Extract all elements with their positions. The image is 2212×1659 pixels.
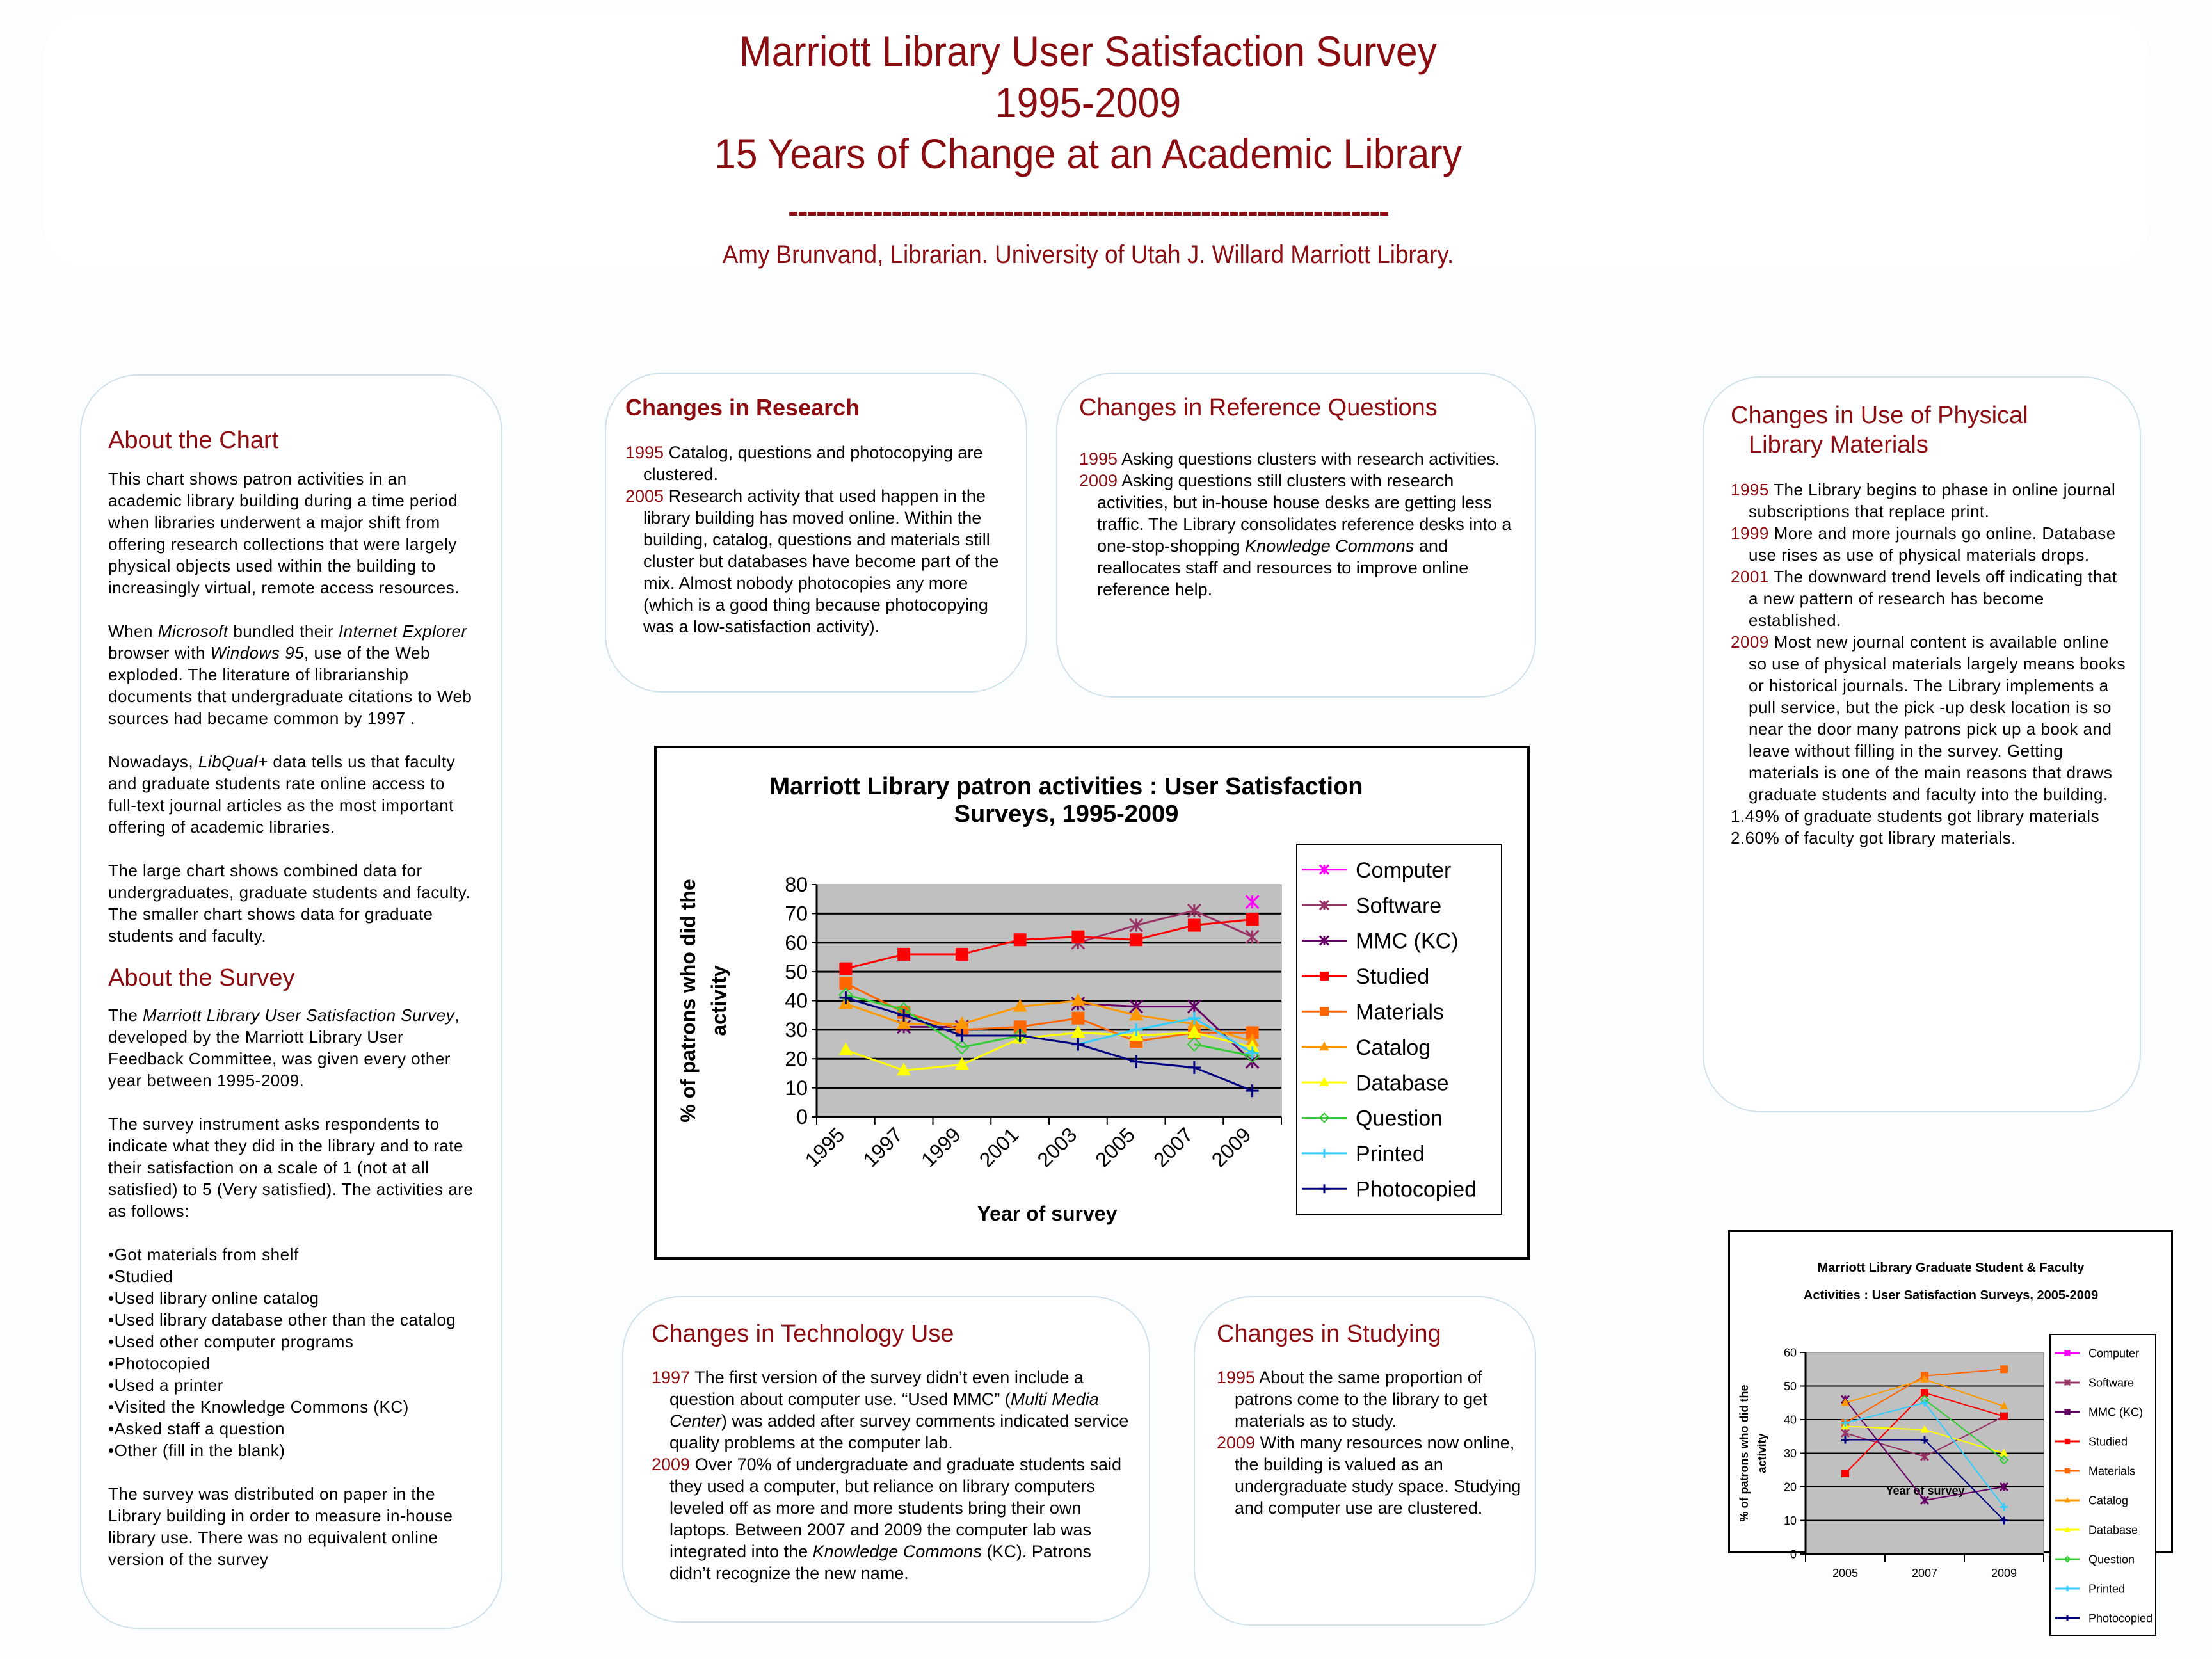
y-tick-label: 40: [1783, 1413, 1797, 1427]
y-tick-label: 0: [1790, 1548, 1797, 1561]
legend-entry: Software: [1356, 894, 1442, 918]
activity-item: • Studied: [108, 1265, 476, 1287]
x-tick-label: 2005: [1091, 1123, 1140, 1172]
y-tick-label: 50: [785, 960, 808, 984]
poster-title: Marriott Library User Satisfaction Survey: [739, 28, 1437, 75]
x-tick-label: 1995: [800, 1123, 849, 1172]
about-chart-text: This chart shows patron activities in an academic library building during a time period when libraries underwent a major shift from offering research collections that were largely physical objects used within the building to increasingly virtual, remote access resources. When Microsoft bundled their Internet Explorer browser with Windows 95, use of the Web exploded. The literature of librarianship documents that undergraduate citations to Web sources had became common by 1997 . Nowadays, LibQual+ data tells us that faculty and graduate students rate online access to full-text journal articles as the most important offering of academic libraries. The large chart shows combined data for undergraduates, graduate students and faculty. The smaller chart shows data for graduate students and faculty.: [108, 469, 472, 945]
poster-years: 1995-2009: [995, 79, 1182, 126]
physical-entry: 1999 More and more journals go online. Database use rises as use of physical materials drops.: [1731, 524, 2116, 565]
physical-entry: 2001 The downward trend levels off indicating that a new pattern of research has become established.: [1731, 567, 2117, 630]
studying-entry: 2009 With many resources now online, the building is valued as an undergraduate study space. Studying and computer use are clustered.: [1217, 1433, 1521, 1518]
y-tick-label: 30: [785, 1018, 808, 1042]
activity-item: • Visited the Knowledge Commons (KC): [108, 1396, 476, 1418]
x-tick-label: 2003: [1032, 1123, 1082, 1172]
activity-item: • Other (fill in the blank): [108, 1439, 476, 1461]
poster-subtitle: 15 Years of Change at an Academic Library: [714, 130, 1462, 177]
legend-entry: Studied: [2088, 1435, 2128, 1448]
chart-title: Surveys, 1995-2009: [954, 801, 1179, 828]
reference-heading: Changes in Reference Questions: [1079, 394, 1438, 421]
author-line: Amy Brunvand, Librarian. University of Utah J. Willard Marriott Library.: [722, 241, 1454, 269]
y-tick-label: 10: [785, 1076, 808, 1100]
y-tick-label: 80: [785, 873, 808, 897]
x-tick-label: 2001: [974, 1123, 1023, 1172]
y-tick-label: 60: [785, 931, 808, 954]
research-entry: 1995 Catalog, questions and photocopying are clustered.: [625, 443, 983, 484]
y-axis-label: activity: [1756, 1433, 1768, 1473]
y-tick-label: 70: [785, 902, 808, 926]
y-axis-label: % of patrons who did the: [1738, 1384, 1751, 1522]
activity-item: • Used library online catalog: [108, 1287, 476, 1309]
reference-entry: 2009 Asking questions still clusters with research activities, but in-house house desks are getting less traffic. The Library consolidates reference desks into a one-stop-shopping Knowledge Commons and reallocates staff and resources to improve online reference help.: [1079, 471, 1512, 599]
y-tick-label: 30: [1783, 1447, 1797, 1460]
chart-title: Marriott Library patron activities : User Satisfaction: [769, 773, 1363, 800]
reference-panel: [1056, 373, 1536, 698]
studying-panel: [1194, 1296, 1536, 1626]
chart-title: Activities : User Satisfaction Surveys, 2005-2009: [1803, 1288, 2099, 1302]
legend-entry: Catalog: [2088, 1494, 2129, 1507]
x-axis-label: Year of survey: [1886, 1484, 1965, 1497]
reference-entry: 1995 Asking questions clusters with research activities.: [1079, 449, 1500, 469]
legend-entry: Printed: [2088, 1582, 2126, 1596]
activity-item: • Got materials from shelf: [108, 1244, 476, 1265]
physical-entry: 2009 Most new journal content is available online so use of physical materials largely means books or historical journals. The Library implements a pull service, but the pick -up desk location is so near the door many patrons pick up a book and leave without filling in the survey. Getting materials is one of the main reasons that draws graduate students and faculty into the building.: [1731, 632, 2126, 804]
y-tick-label: 20: [785, 1047, 808, 1071]
studying-heading: Changes in Studying: [1217, 1320, 1441, 1347]
y-tick-label: 0: [796, 1105, 808, 1129]
legend-entry: Software: [2088, 1376, 2135, 1390]
studying-entry: 1995 About the same proportion of patrons come to the library to get materials as to study.: [1217, 1368, 1487, 1431]
legend-entry: Photocopied: [1356, 1177, 1477, 1202]
legend-entry: Studied: [1356, 965, 1430, 990]
legend-entry: Database: [2088, 1523, 2138, 1537]
legend-entry: Printed: [1356, 1142, 1425, 1167]
activity-list: [108, 1244, 476, 1461]
main-chart-svg: [657, 748, 1527, 1257]
legend-entry: MMC (KC): [1356, 929, 1459, 954]
y-tick-label: 10: [1783, 1514, 1797, 1527]
about-survey-text: The Marriott Library User Satisfaction Survey, developed by the Marriott Library User Feedback Committee, was given every other year between 1995-2009. The survey instrument asks respondents to indicate what they did in the library and to rate their satisfaction on a scale of 1 (not at all satisfied) to 5 (Very satisfied). The activities are as follows: • Got materials from shelf • Studied • Used library online catalog • Used library database other than the catalog • Used other computer programs • Photocopied • Used a printer • Visited the Knowledge Commons (KC) • Asked staff a question • Other (fill in the blank) The survey was distributed on paper in the Library building in order to measure in-house library use. There was no equivalent online version of the survey: [108, 1004, 476, 1570]
physical-heading: Changes in Use of Physical Library Materials: [1731, 402, 2028, 458]
physical-stat: 1.49% of graduate students got library materials: [1731, 806, 2100, 826]
legend-entry: MMC (KC): [2088, 1406, 2143, 1419]
x-tick-label: 2007: [1911, 1567, 1938, 1580]
legend-entry: Materials: [2088, 1464, 2136, 1478]
legend-entry: Database: [1356, 1071, 1449, 1096]
about-chart-heading: About the Chart: [108, 427, 279, 454]
y-axis-label: % of patrons who did the: [677, 879, 700, 1123]
legend-entry: Materials: [1356, 1000, 1444, 1025]
legend-entry: Catalog: [1356, 1035, 1431, 1060]
title-divider: ----------------------------------------------------------------: [788, 193, 1388, 229]
legend-entry: Computer: [1356, 858, 1452, 883]
about-survey-heading: About the Survey: [108, 965, 295, 991]
y-tick-label: 20: [1783, 1480, 1797, 1494]
x-tick-label: 1999: [917, 1123, 965, 1172]
physical-stat: 2.60% of faculty got library materials.: [1731, 828, 2016, 847]
chart-title: Marriott Library Graduate Student & Faculty: [1817, 1261, 2085, 1275]
activity-item: • Used a printer: [108, 1374, 476, 1396]
poster-header: [576, 26, 1600, 273]
legend-entry: Photocopied: [2088, 1612, 2153, 1625]
y-axis-label: activity: [707, 965, 730, 1036]
legend-entry: Computer: [2088, 1347, 2140, 1360]
activity-item: • Asked staff a question: [108, 1418, 476, 1439]
x-axis-label: Year of survey: [977, 1202, 1118, 1225]
technology-panel: [622, 1296, 1150, 1623]
y-tick-label: 60: [1783, 1346, 1797, 1359]
physical-entry: 1995 The Library begins to phase in online journal subscriptions that replace print.: [1731, 480, 2116, 521]
legend-entry: Question: [1356, 1106, 1443, 1131]
x-tick-label: 2007: [1149, 1123, 1198, 1172]
grad-faculty-chart-svg: [1730, 1232, 2171, 1625]
grad-faculty-chart: [1728, 1230, 2173, 1625]
technology-entry: 1997 The first version of the survey didn’t even include a question about computer use. “Used MMC” (Multi Media Center) was added after survey comments indicated service quality problems at the computer lab.: [652, 1368, 1129, 1452]
technology-heading: Changes in Technology Use: [652, 1320, 954, 1347]
x-tick-label: 2009: [1991, 1567, 2017, 1580]
about-panel: [80, 374, 502, 1629]
technology-entry: 2009 Over 70% of undergraduate and graduate students said they used a computer, but reliance on library computers leveled off as more and more students bring their own laptops. Between 2007 and 2009 the computer lab was integrated into the Knowledge Commons (KC). Patrons didn’t recognize the new name.: [652, 1455, 1122, 1583]
main-chart: [654, 746, 1530, 1260]
x-tick-label: 2005: [1832, 1567, 1859, 1580]
x-tick-label: 2009: [1206, 1123, 1256, 1172]
y-tick-label: 40: [785, 989, 808, 1013]
research-heading: Changes in Research: [625, 394, 860, 421]
legend-entry: Question: [2088, 1553, 2135, 1566]
physical-materials-panel: [1703, 376, 2141, 1112]
x-tick-label: 1997: [858, 1123, 908, 1172]
activity-item: • Used library database other than the catalog: [108, 1309, 476, 1331]
y-tick-label: 50: [1783, 1379, 1797, 1393]
research-entry: 2005 Research activity that used happen in the library building has moved online. Within the building, catalog, questions and materials still cluster but databases have become part of the mix. Almost nobody photocopies any more (which is a good thing because photocopying was a low-satisfaction activity).: [625, 486, 999, 636]
activity-item: • Photocopied: [108, 1352, 476, 1374]
research-panel: [605, 373, 1027, 693]
activity-item: • Used other computer programs: [108, 1331, 476, 1352]
